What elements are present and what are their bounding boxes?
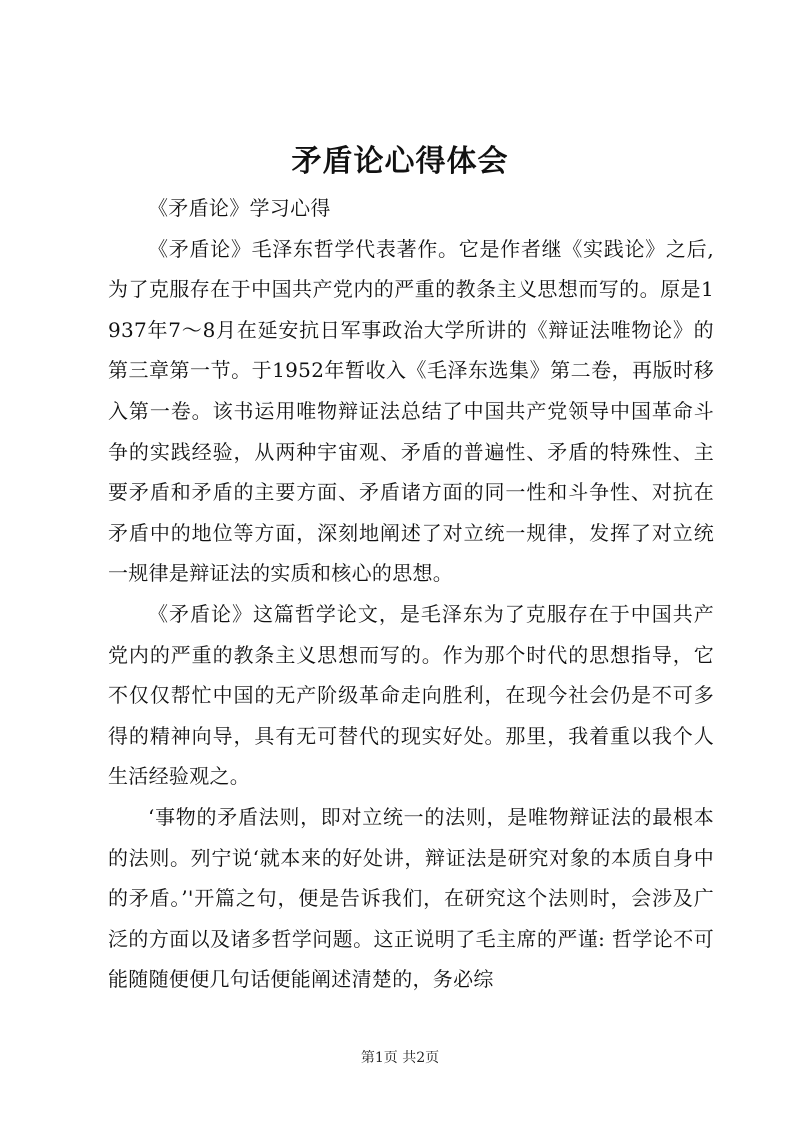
document-body — [108, 188, 714, 1000]
paragraph-3: ‘事物的矛盾法则，即对立统一的法则，是唯物辩证法的最根本的法则。列宁说‘就本来的好处讲，辩证法是研究对象的本质自身中的矛盾。’'开篇之句，便是告诉我们，在研究这个法则时，会涉及广泛的方面以及诸多哲学问题。这正说明了毛主席的严谨: 哲学论不可能随随便便几句话便能阐述清楚的，务必综 — [108, 804, 714, 992]
paragraph-2: 《矛盾论》这篇哲学论文，是毛泽东为了克服存在于中国共产党内的严重的教条主义思想而写的。作为那个时代的思想指导，它不仅仅帮忙中国的无产阶级革命走向胜利，在现今社会仍是不可多得的精神向导，具有无可替代的现实好处。那里，我着重以我个人生活经验观之。 — [108, 601, 714, 789]
document-subtitle: 《矛盾论》学习心得 — [148, 196, 331, 220]
document-title: 矛盾论心得体会 — [291, 144, 509, 179]
paragraph-1: 《矛盾论》毛泽东哲学代表著作。它是作者继《实践论》之后,为了克服存在于中国共产党内的严重的教条主义思想而写的。原是1937年7～8月在延安抗日军事政治大学所讲的《辩证法唯物论》的第三章第一节。于1952年暂收入《毛泽东选集》第二卷，再版时移入第一卷。该书运用唯物辩证法总结了中国共产党领导中国革命斗争的实践经验，从两种宇宙观、矛盾的普遍性、矛盾的特殊性、主要矛盾和矛盾的主要方面、矛盾诸方面的同一性和斗争性、对抗在矛盾中的地位等方面，深刻地阐述了对立统一规律，发挥了对立统一规律是辩证法的实质和核心的思想。 — [108, 236, 714, 586]
page-footer: 第1页 共2页 — [360, 1050, 440, 1066]
